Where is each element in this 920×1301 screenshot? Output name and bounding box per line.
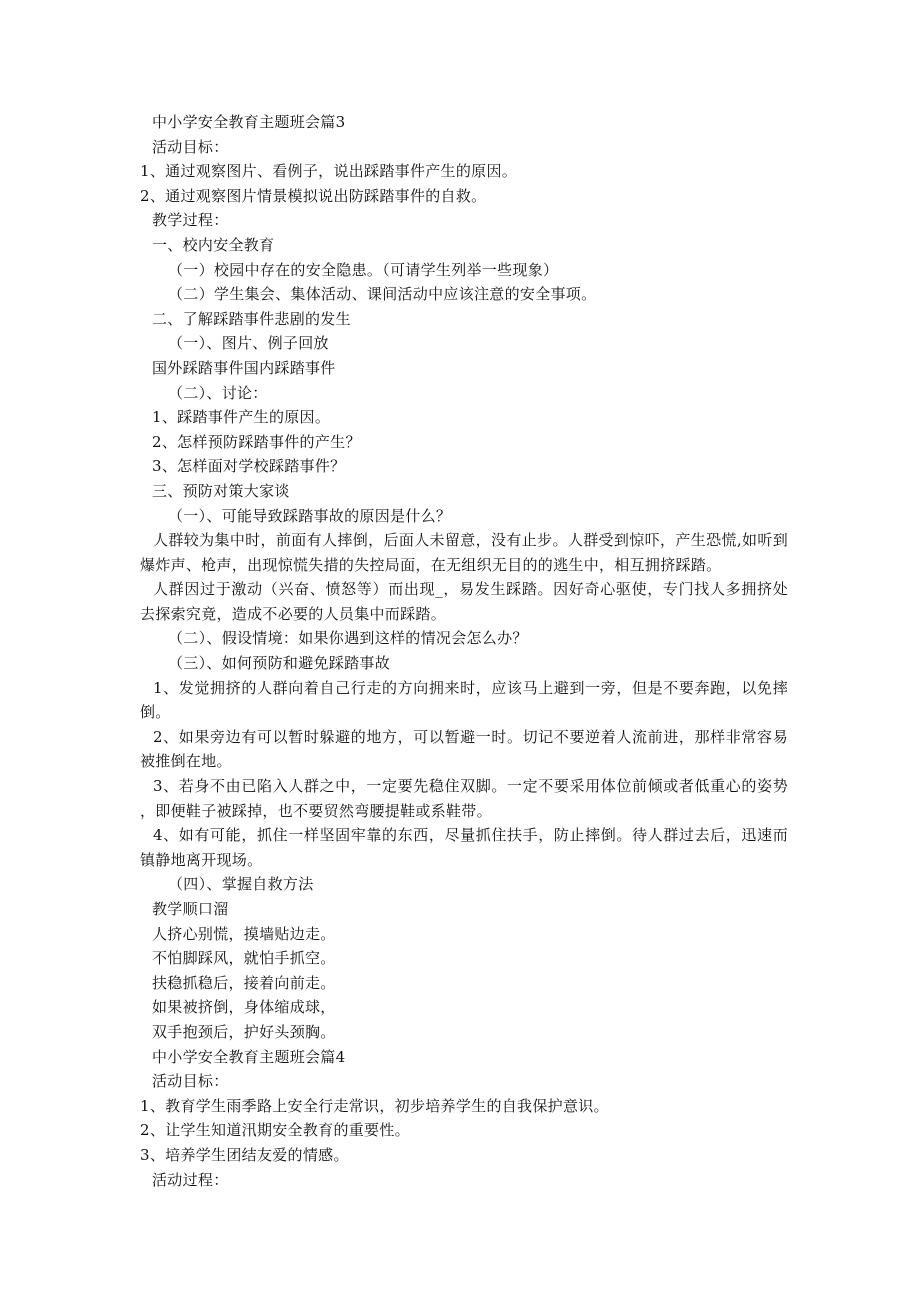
paragraph: 人群因过于激动（兴奋、愤怒等）而出现_，易发生踩踏。因好奇心驱使，专门找人多拥挤处去探索究竟，造成不必要的人员集中而踩踏。 (140, 580, 788, 623)
subheading: 教学过程： (152, 211, 229, 230)
paragraph: 3、若身不由已陷入人群之中，一定要先稳住双脚。一定不要采用体位前倾或者低重心的姿势，即便鞋子被踩掉，也不要贸然弯腰提鞋或系鞋带。 (140, 777, 788, 820)
text-line: （一）校园中存在的安全隐患。（可请学生列举一些现象） (168, 260, 559, 279)
text-line: 3、培养学生团结友爱的情感。 (140, 1145, 349, 1164)
subheading: 活动过程： (152, 1170, 229, 1189)
text-line: 教学顺口溜 (152, 900, 229, 918)
paragraph: 2、如果旁边有可以暂时躲避的地方，可以暂避一时。切记不要逆着人流前进，那样非常容易被推倒在地。 (140, 727, 788, 771)
section-title: 中小学安全教育主题班会篇4 (152, 1047, 346, 1066)
text-line: 1、踩踏事件产生的原因。 (152, 408, 331, 427)
text-line: 2、通过观察图片情景模拟说出防踩踏事件的自救。 (140, 186, 487, 205)
text-line: 人挤心别慌，摸墙贴边走。 (152, 924, 336, 943)
paragraph: 1、发觉拥挤的人群向着自己行走的方向拥来时，应该马上避到一旁，但是不要奔跑，以免摔倒。 (140, 678, 788, 722)
text-line: （二）学生集会、集体活动、课间活动中应该注意的安全事项。 (168, 285, 597, 304)
text-line: 1、教育学生雨季路上安全行走常识，初步培养学生的自我保护意识。 (140, 1096, 609, 1115)
text-line: 双手抱颈后，护好头颈胸。 (152, 1022, 336, 1041)
text-line: 不怕脚踩风，就怕手抓空。 (152, 949, 336, 968)
text-line: 国外踩踏事件国内踩踏事件 (152, 358, 336, 377)
text-line: 3、怎样面对学校踩踏事件？ (152, 457, 346, 476)
text-line: （二）、假设情境：如果你遇到这样的情况会怎么办？ (168, 629, 528, 648)
document-body (140, 110, 788, 1192)
text-line: 三、预防对策大家谈 (152, 481, 290, 500)
text-line: 一、校内安全教育 (152, 235, 275, 254)
text-line: 1、通过观察图片、看例子，说出踩踏事件产生的原因。 (140, 162, 518, 181)
text-line: 2、怎样预防踩踏事件的产生？ (152, 432, 361, 451)
text-line: 2、让学生知道汛期安全教育的重要性。 (140, 1121, 410, 1140)
text-line: 二、了解踩踏事件悲剧的发生 (152, 309, 351, 328)
section-title: 中小学安全教育主题班会篇3 (152, 113, 346, 131)
text-line: （二）、讨论： (168, 383, 268, 402)
text-line: （一）、可能导致踩踏事故的原因是什么？ (168, 506, 452, 525)
paragraph: 人群较为集中时，前面有人摔倒，后面人未留意，没有止步。人群受到惊吓，产生恐慌,如听到爆炸声、枪声，出现惊慌失措的失控局面，在无组织无目的的逃生中，相互拥挤踩踏。 (140, 531, 788, 574)
text-line: 扶稳抓稳后，接着向前走。 (152, 973, 336, 992)
subheading: 活动目标： (152, 1072, 229, 1091)
text-line: （一）、图片、例子回放 (168, 334, 329, 353)
text-line: 如果被挤倒，身体缩成球， (152, 998, 336, 1017)
subheading: 活动目标： (152, 137, 229, 156)
paragraph: 4、如有可能，抓住一样坚固牢靠的东西，尽量抓住扶手，防止摔倒。待人群过去后，迅速而镇静地离开现场。 (140, 826, 788, 869)
text-line: （四）、掌握自救方法 (168, 875, 314, 894)
text-line: （三）、如何预防和避免踩踏事故 (168, 654, 391, 673)
